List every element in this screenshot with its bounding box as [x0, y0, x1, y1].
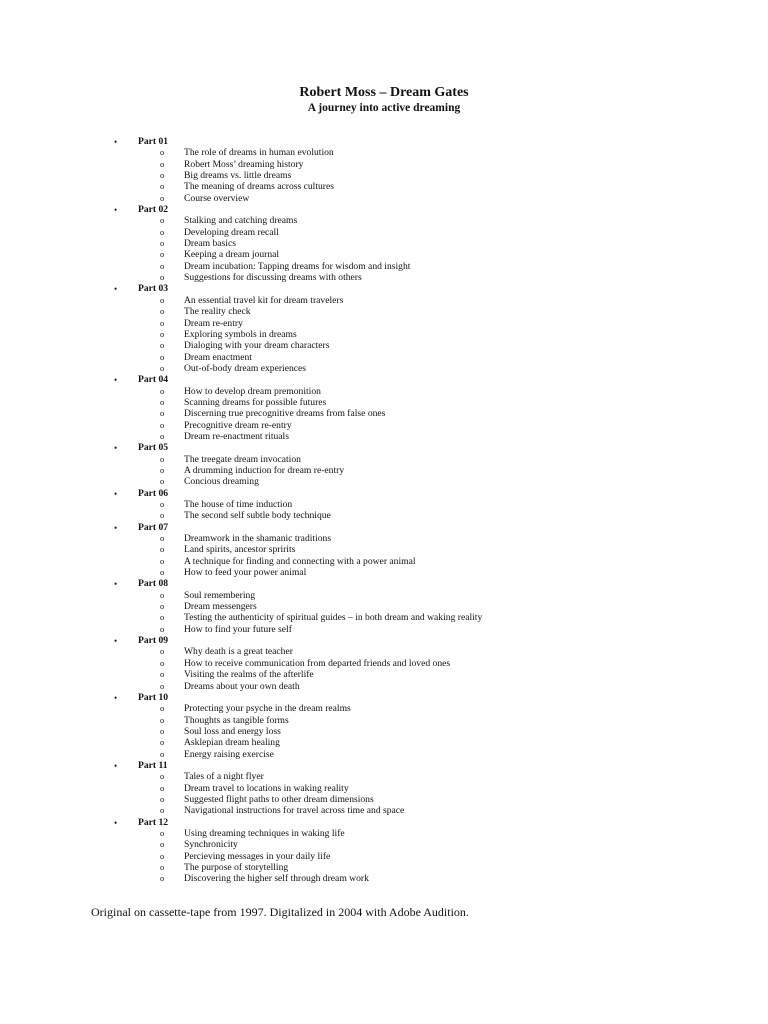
- list-item-text: Tales of a night flyer: [184, 771, 264, 783]
- list-item: [0, 839, 768, 850]
- list-item-text: Developing dream recall: [184, 226, 279, 238]
- list-item: [0, 193, 768, 204]
- sub-bullet-icon: o: [160, 362, 165, 373]
- list-item-text: Big dreams vs. little dreams: [184, 170, 292, 182]
- list-item: [0, 306, 768, 317]
- part-label: Part 07: [138, 521, 169, 533]
- list-item-text: Dream incubation: Tapping dreams for wisdom and insight: [184, 260, 411, 272]
- list-item: [0, 567, 768, 578]
- part-label: Part 01: [138, 136, 169, 147]
- list-item-text: The second self subtle body technique: [184, 510, 331, 522]
- list-item: [0, 340, 768, 351]
- list-item: [0, 533, 768, 544]
- document-title: Robert Moss – Dream Gates: [299, 85, 469, 100]
- list-item-text: How to feed your power animal: [184, 567, 307, 579]
- part-heading: [0, 442, 768, 453]
- document-subtitle: A journey into active dreaming: [307, 102, 461, 114]
- sub-bullet-icon: o: [160, 782, 165, 793]
- sub-bullet-icon: o: [160, 657, 165, 668]
- list-item: [0, 624, 768, 635]
- sub-bullet-icon: o: [160, 328, 165, 339]
- list-item-text: Dialoging with your dream characters: [184, 340, 330, 352]
- list-item: [0, 397, 768, 408]
- sub-bullet-icon: o: [160, 748, 165, 759]
- list-item: [0, 465, 768, 476]
- list-item-text: Discovering the higher self through dream work: [184, 873, 369, 885]
- list-item-text: Dream enactment: [184, 351, 252, 363]
- list-item: [0, 454, 768, 465]
- sub-bullet-icon: o: [160, 464, 165, 475]
- sub-bullet-icon: o: [160, 703, 165, 714]
- list-item: [0, 329, 768, 340]
- list-item-text: Dream travel to locations in waking reality: [184, 782, 349, 794]
- outline-part: [0, 442, 768, 487]
- list-item-text: The meaning of dreams across cultures: [184, 181, 334, 193]
- list-item: [0, 170, 768, 181]
- list-item-text: Testing the authenticity of spiritual guides – in both dream and waking reality: [184, 612, 483, 624]
- outline-part: [0, 522, 768, 579]
- list-item-text: Suggestions for discussing dreams with others: [184, 272, 362, 284]
- part-heading: [0, 283, 768, 294]
- list-item-text: Keeping a dream journal: [184, 249, 280, 261]
- list-item: [0, 147, 768, 158]
- list-item-text: How to develop dream premonition: [184, 385, 321, 397]
- list-item-text: Course overview: [184, 192, 250, 204]
- list-item-text: Percieving messages in your daily life: [184, 850, 331, 862]
- list-item-text: Soul loss and energy loss: [184, 725, 281, 737]
- list-item: [0, 261, 768, 272]
- list-item: [0, 703, 768, 714]
- part-label: Part 09: [138, 635, 169, 647]
- list-item: [0, 238, 768, 249]
- outline-part: [0, 204, 768, 283]
- sub-bullet-icon: o: [160, 669, 165, 680]
- list-item-text: Dreamwork in the shamanic traditions: [184, 533, 332, 545]
- sub-bullet-icon: o: [160, 170, 165, 181]
- list-item: [0, 669, 768, 680]
- list-item-text: How to receive communication from departed friends and loved ones: [184, 657, 451, 669]
- sub-bullet-icon: o: [160, 771, 165, 782]
- sub-bullet-icon: o: [160, 510, 165, 521]
- outline-part: [0, 692, 768, 760]
- list-item: [0, 794, 768, 805]
- list-item: [0, 873, 768, 884]
- sub-bullet-icon: o: [160, 260, 165, 271]
- list-item: [0, 318, 768, 329]
- sub-bullet-icon: o: [160, 623, 165, 634]
- list-item-text: Soul remembering: [184, 589, 256, 601]
- list-item-text: The treegate dream invocation: [184, 453, 301, 465]
- sub-bullet-icon: o: [160, 192, 165, 203]
- footer-note: Original on cassette-tape from 1997. Digitalized in 2004 with Adobe Audition.: [91, 905, 469, 919]
- part-label: Part 08: [138, 578, 169, 590]
- list-item: [0, 749, 768, 760]
- part-label: Part 02: [138, 204, 169, 216]
- sub-bullet-icon: o: [160, 544, 165, 555]
- bullet-icon: •: [114, 488, 118, 499]
- sub-bullet-icon: o: [160, 306, 165, 317]
- list-item-text: Scanning dreams for possible futures: [184, 396, 327, 408]
- list-item-text: Synchronicity: [184, 839, 238, 851]
- sub-bullet-icon: o: [160, 714, 165, 725]
- list-item-text: How to find your future self: [184, 623, 292, 635]
- part-heading: [0, 488, 768, 499]
- list-item-text: Out-of-body dream experiences: [184, 362, 307, 374]
- sub-bullet-icon: o: [160, 805, 165, 816]
- bullet-icon: •: [114, 760, 118, 771]
- bullet-icon: •: [114, 443, 118, 454]
- list-item-text: A technique for finding and connecting with a power animal: [184, 555, 416, 567]
- sub-bullet-icon: o: [160, 850, 165, 861]
- sub-bullet-icon: o: [160, 215, 165, 226]
- list-item-text: Visiting the realms of the afterlife: [184, 669, 314, 681]
- part-heading: [0, 578, 768, 589]
- part-label: Part 06: [138, 487, 169, 499]
- sub-bullet-icon: o: [160, 351, 165, 362]
- outline-part: [0, 817, 768, 885]
- sub-bullet-icon: o: [160, 555, 165, 566]
- sub-bullet-icon: o: [160, 419, 165, 430]
- sub-bullet-icon: o: [160, 476, 165, 487]
- bullet-icon: •: [114, 205, 118, 216]
- list-item: [0, 352, 768, 363]
- part-label: Part 11: [138, 759, 168, 771]
- list-item: [0, 510, 768, 521]
- list-item: [0, 737, 768, 748]
- part-heading: [0, 817, 768, 828]
- sub-bullet-icon: o: [160, 589, 165, 600]
- sub-bullet-icon: o: [160, 158, 165, 169]
- sub-bullet-icon: o: [160, 612, 165, 623]
- sub-bullet-icon: o: [160, 499, 165, 509]
- list-item-text: The role of dreams in human evolution: [184, 147, 334, 159]
- outline-part: [0, 136, 768, 204]
- list-item-text: An essential travel kit for dream travelers: [184, 294, 344, 306]
- outline-part: [0, 635, 768, 692]
- sub-bullet-icon: o: [160, 340, 165, 351]
- list-item: [0, 272, 768, 283]
- sub-bullet-icon: o: [160, 317, 165, 328]
- list-item-text: Energy raising exercise: [184, 748, 274, 760]
- list-item: [0, 771, 768, 782]
- part-label: Part 10: [138, 691, 169, 703]
- part-label: Part 03: [138, 283, 169, 295]
- sub-bullet-icon: o: [160, 737, 165, 748]
- list-item-text: Dream re-entry: [184, 317, 243, 329]
- list-item-text: Dream basics: [184, 238, 236, 250]
- list-item: [0, 499, 768, 510]
- list-item: [0, 805, 768, 816]
- outline-part: [0, 283, 768, 374]
- list-item-text: Discerning true precognitive dreams from false ones: [184, 408, 386, 420]
- list-item: [0, 420, 768, 431]
- sub-bullet-icon: o: [160, 408, 165, 419]
- list-item-text: Stalking and catching dreams: [184, 215, 298, 227]
- list-item: [0, 646, 768, 657]
- sub-bullet-icon: o: [160, 272, 165, 283]
- list-item: [0, 181, 768, 192]
- list-item-text: Concious dreaming: [184, 476, 259, 488]
- list-item: [0, 783, 768, 794]
- sub-bullet-icon: o: [160, 147, 165, 158]
- list-item: [0, 828, 768, 839]
- list-item: [0, 363, 768, 374]
- list-item-text: Dreams about your own death: [184, 680, 300, 692]
- list-item: [0, 544, 768, 555]
- list-item: [0, 715, 768, 726]
- sub-bullet-icon: o: [160, 862, 165, 872]
- list-item-text: Precognitive dream re-entry: [184, 419, 292, 431]
- sub-bullet-icon: o: [160, 430, 165, 441]
- list-item: [0, 386, 768, 397]
- sub-bullet-icon: o: [160, 396, 165, 407]
- sub-bullet-icon: o: [160, 646, 165, 657]
- list-item-text: Suggested flight paths to other dream dimensions: [184, 793, 374, 805]
- list-item: [0, 159, 768, 170]
- bullet-icon: •: [114, 522, 118, 533]
- list-item-text: Land spirits, ancestor spririts: [184, 544, 296, 556]
- outline-part: [0, 488, 768, 522]
- list-item: [0, 612, 768, 623]
- list-item-text: Navigational instructions for travel across time and space: [184, 805, 405, 817]
- list-item-text: A drumming induction for dream re-entry: [184, 464, 345, 476]
- bullet-icon: •: [114, 137, 118, 147]
- outline-part: [0, 374, 768, 442]
- sub-bullet-icon: o: [160, 226, 165, 237]
- part-label: Part 04: [138, 374, 169, 386]
- sub-bullet-icon: o: [160, 294, 165, 305]
- list-item: [0, 249, 768, 260]
- list-item: [0, 227, 768, 238]
- list-item: [0, 476, 768, 487]
- list-item: [0, 851, 768, 862]
- list-item: [0, 408, 768, 419]
- list-item-text: Thoughts as tangible forms: [184, 714, 289, 726]
- list-item: [0, 431, 768, 442]
- sub-bullet-icon: o: [160, 385, 165, 396]
- part-heading: [0, 374, 768, 385]
- list-item-text: Asklepian dream healing: [184, 737, 280, 749]
- part-heading: [0, 635, 768, 646]
- bullet-icon: •: [114, 375, 118, 386]
- outline-part: [0, 578, 768, 635]
- course-outline: [0, 136, 768, 885]
- sub-bullet-icon: o: [160, 533, 165, 544]
- bullet-icon: •: [114, 692, 118, 703]
- sub-bullet-icon: o: [160, 453, 165, 464]
- list-item-text: Using dreaming techniques in waking life: [184, 827, 345, 839]
- sub-bullet-icon: o: [160, 873, 165, 884]
- list-item-text: Dream messengers: [184, 601, 257, 613]
- list-item: [0, 862, 768, 873]
- outline-part: [0, 760, 768, 817]
- list-item: [0, 726, 768, 737]
- list-item-text: Exploring symbols in dreams: [184, 328, 297, 340]
- part-heading: [0, 692, 768, 703]
- list-item: [0, 590, 768, 601]
- part-heading: [0, 760, 768, 771]
- bullet-icon: •: [114, 284, 118, 295]
- list-item: [0, 658, 768, 669]
- sub-bullet-icon: o: [160, 839, 165, 850]
- list-item: [0, 295, 768, 306]
- list-item-text: The purpose of storytelling: [184, 862, 289, 873]
- sub-bullet-icon: o: [160, 680, 165, 691]
- bullet-icon: •: [114, 579, 118, 590]
- bullet-icon: •: [114, 817, 118, 828]
- list-item-text: Robert Moss’ dreaming history: [184, 158, 304, 170]
- sub-bullet-icon: o: [160, 827, 165, 838]
- sub-bullet-icon: o: [160, 238, 165, 249]
- sub-bullet-icon: o: [160, 567, 165, 578]
- sub-bullet-icon: o: [160, 601, 165, 612]
- list-item: [0, 556, 768, 567]
- list-item-text: Protecting your psyche in the dream realms: [184, 703, 351, 715]
- list-item: [0, 215, 768, 226]
- part-heading: [0, 136, 768, 147]
- bullet-icon: •: [114, 636, 118, 647]
- part-label: Part 12: [138, 816, 169, 828]
- list-item-text: Dream re-enactment rituals: [184, 430, 289, 442]
- list-item: [0, 681, 768, 692]
- list-item-text: The reality check: [184, 306, 251, 318]
- sub-bullet-icon: o: [160, 249, 165, 260]
- part-heading: [0, 522, 768, 533]
- sub-bullet-icon: o: [160, 793, 165, 804]
- list-item-text: The house of time induction: [184, 499, 293, 510]
- part-heading: [0, 204, 768, 215]
- sub-bullet-icon: o: [160, 181, 165, 192]
- list-item-text: Why death is a great teacher: [184, 646, 293, 658]
- list-item: [0, 601, 768, 612]
- part-label: Part 05: [138, 442, 169, 454]
- sub-bullet-icon: o: [160, 725, 165, 736]
